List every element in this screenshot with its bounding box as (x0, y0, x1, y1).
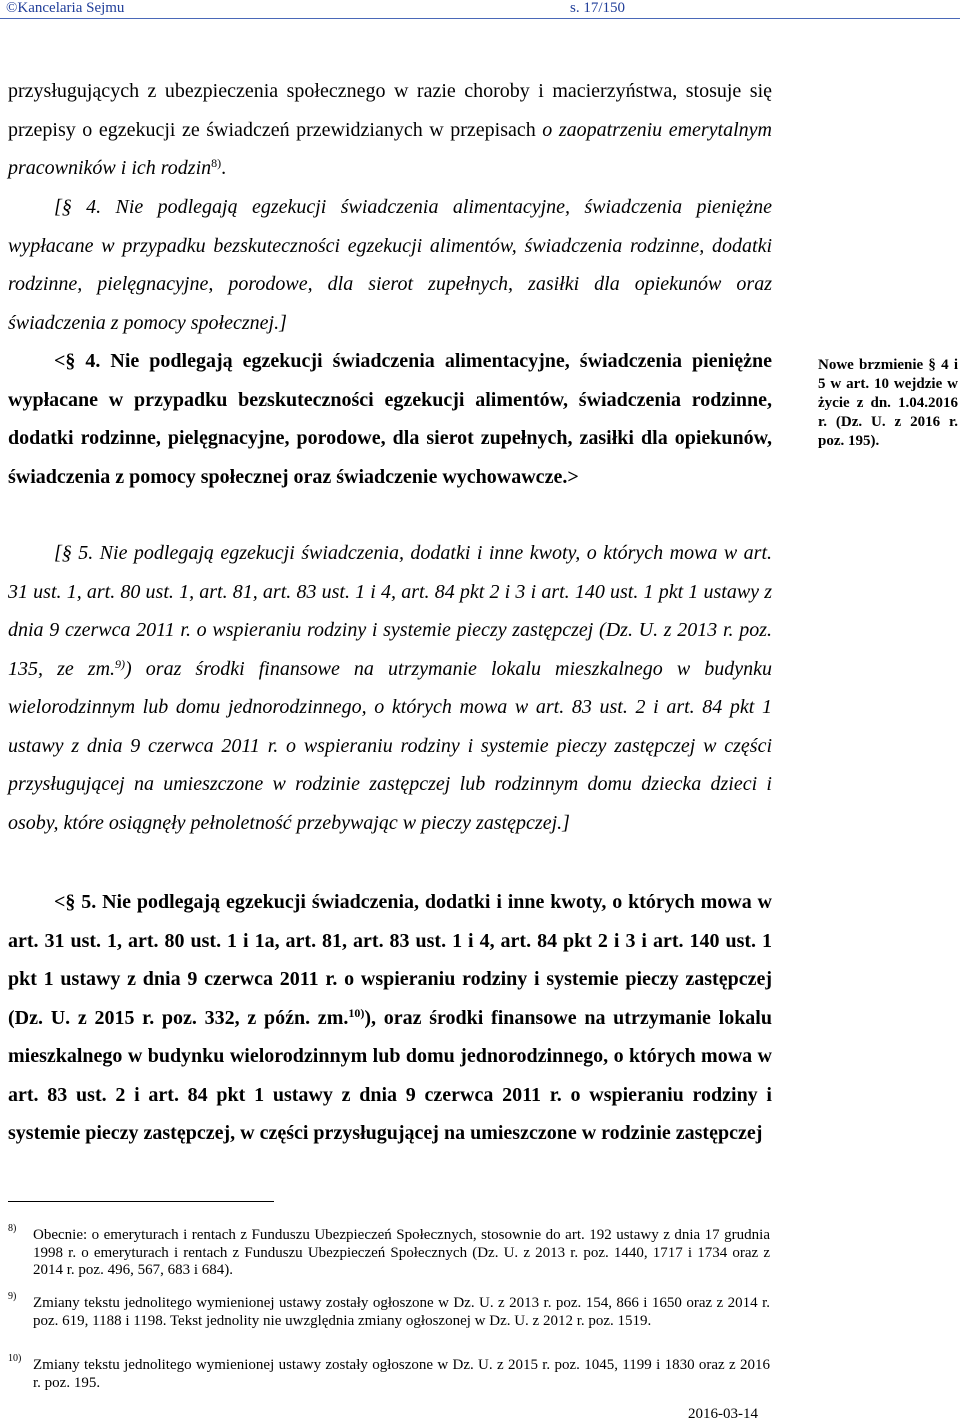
act-title-italic: o zaopatrzeniu emerytalnym pracowników i ich rodzin (8, 118, 772, 179)
paragraph-old-section-5 (8, 534, 772, 842)
paragraph-old-section-4 (8, 188, 772, 342)
footnote-mark: 9) (8, 1291, 17, 1302)
footnote-mark: 10) (8, 1353, 22, 1364)
footnote-8 (8, 1223, 770, 1280)
footnote-10 (8, 1353, 770, 1392)
footnote-ref-10: 10) (348, 1005, 365, 1020)
footnote-ref-9: 9) (115, 656, 126, 671)
footnote-mark: 8) (8, 1223, 17, 1234)
document-date: 2016-03-14 (688, 1406, 758, 1422)
paragraph-new-section-5 (8, 883, 772, 1153)
paragraph-text: <§ 5. Nie podlegają egzekucji świadczenia, dodatki i inne kwoty, o których mowa w art. 31 ust. 1, art. 80 ust. 1 i 1a, art. 81, art. 83 ust. 1 i 4, art. 84 pkt 2 i 3 i art. 140 ust. 1 pkt 1 ustawy z dnia 9 czerwca 2011 r. o wspieraniu rodziny i systemie pieczy zastępczej (Dz. U. z 2015 r. poz. 332, z późn. zm. (8, 891, 772, 1029)
paragraph-text-continued: ), oraz środki finansowe na utrzymanie lokalu mieszkalnego w budynku wielorodzinnym lub domu jednorodzinnego, o których mowa w art. 83 ust. 2 i art. 84 pkt 1 ustawy z dnia 9 czerwca 2011 r. o wspieraniu rodziny i systemie pieczy zastępczej, w części przysługującej na umieszczone w rodzinie zastępczej (8, 1006, 772, 1144)
paragraph-continuation (8, 72, 772, 188)
page-header (0, 0, 960, 20)
paragraph-text: [§ 5. Nie podlegają egzekucji świadczenia, dodatki i inne kwoty, o których mowa w art. 31 ust. 1, art. 80 ust. 1, art. 81, art. 83 ust. 1 i 4, art. 84 pkt 2 i 3 i art. 140 ust. 1 pkt 1 ustawy z dnia 9 czerwca 2011 r. o wspieraniu rodziny i systemie pieczy zastępczej (Dz. U. z 2013 r. poz. 135, ze zm. (8, 542, 772, 680)
paragraph-new-section-4 (8, 342, 772, 496)
footnote-text: Zmiany tekstu jednolitego wymienionej ustawy zostały ogłoszone w Dz. U. z 2015 r. poz. 1045, 1199 i 1830 oraz z 2016 r. poz. 195. (33, 1357, 770, 1391)
footnote-text: Zmiany tekstu jednolitego wymienionej ustawy zostały ogłoszone w Dz. U. z 2013 r. poz. 154, 866 i 1650 oraz z 2014 r. poz. 619, 1188 i 1198. Tekst jednolity nie uwzględnia zmiany ogłoszonej w Dz. U. z 2012 r. poz. 1519. (33, 1295, 770, 1329)
footnote-ref-8: 8) (211, 156, 222, 170)
margin-note: Nowe brzmienie § 4 i 5 w art. 10 wejdzie w życie z dn. 1.04.2016 r. (Dz. U. z 2016 r. poz. 195). (818, 357, 958, 449)
footnote-divider (8, 1201, 274, 1202)
header-divider (0, 18, 960, 19)
footnote-9 (8, 1291, 770, 1330)
page-number: s. 17/150 (570, 0, 626, 16)
paragraph-text: przysługujących z ubezpieczenia społecznego w razie choroby i macierzyństwa, stosuje się przepisy o egzekucji ze świadczeń przewidzianych w przepisach (8, 80, 772, 141)
paragraph-text: <§ 4. Nie podlegają egzekucji świadczenia alimentacyjne, świadczenia pieniężne wypłacane w przypadku bezskuteczności egzekucji alimentów, świadczenia rodzinne, dodatki rodzinne, pielęgnacyjne, porodowe, dla sierot zupełnych, zasiłki dla opiekunów, świadczenia z pomocy społecznej oraz świadczenie wychowawcze.> (8, 350, 772, 488)
paragraph-text-continued: ) oraz środki finansowe na utrzymanie lokalu mieszkalnego w budynku wielorodzinnym lub domu jednorodzinnego, o których mowa w art. 83 ust. 2 i art. 84 pkt 1 ustawy z dnia 9 czerwca 2011 r. o wspieraniu rodziny i systemie pieczy zastępczej w części przysługującej na umieszczone w rodzinie zastępczej lub rodzinnym domu dziecka dzieci i osoby, które osiągnęły pełnoletność przebywając w pieczy zastępczej.] (8, 657, 773, 834)
paragraph-text: [§ 4. Nie podlegają egzekucji świadczenia alimentacyjne, świadczenia pieniężne wypłacane w przypadku bezskuteczności egzekucji alimentów, świadczenia rodzinne, dodatki rodzinne, pielęgnacyjne, porodowe, dla sierot zupełnych, zasiłki dla opiekunów oraz świadczenia z pomocy społecznej.] (8, 196, 772, 334)
copyright-notice: ©Kancelaria Sejmu (6, 0, 125, 16)
footnote-text: Obecnie: o emeryturach i rentach z Funduszu Ubezpieczeń Społecznych, stosownie do art. 192 ustawy z dnia 17 grudnia 1998 r. o emeryturach i rentach z Funduszu Ubezpieczeń Społecznych (Dz. U. z 2013 r. poz. 1440, 1717 i 1734 oraz z 2014 r. poz. 496, 567, 683 i 684). (33, 1227, 770, 1278)
paragraph-end: . (221, 157, 227, 179)
